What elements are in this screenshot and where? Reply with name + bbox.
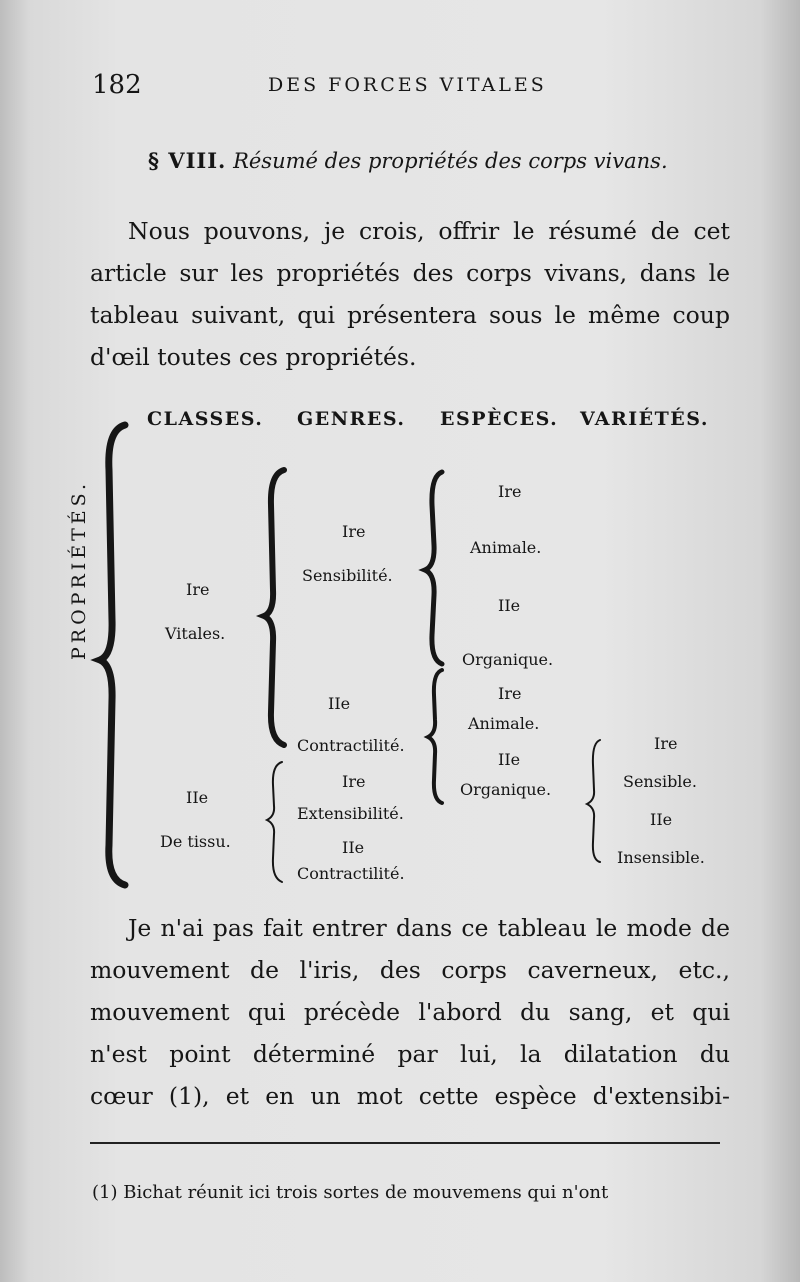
- text-line: cœur (1), et en un mot cette espèce d'extensibi-: [90, 1082, 730, 1110]
- text-line: n'est point déterminé par lui, la dilatation du: [90, 1040, 730, 1068]
- brace-contractilite: [428, 670, 442, 803]
- variete-ordinal: Ire: [654, 734, 678, 753]
- espece-name: Organique.: [460, 780, 552, 799]
- text-line: mouvement de l'iris, des corps caverneux, etc.,: [90, 956, 730, 984]
- text-line: Je n'ai pas fait entrer dans ce tableau le mode de: [128, 914, 730, 942]
- text-line: mouvement qui précède l'abord du sang, et qui: [90, 998, 730, 1026]
- genre-ordinal: Ire: [342, 772, 366, 791]
- side-label-proprietes: PROPRIÉTÉS.: [68, 479, 90, 660]
- section-title: Résumé des propriétés des corps vivans.: [233, 149, 668, 173]
- genre-name: Contractilité.: [297, 864, 405, 883]
- espece-name: Animale.: [470, 538, 542, 557]
- brace-organique: [587, 740, 600, 862]
- text-line: tableau suivant, qui présentera sous le même coup: [90, 301, 730, 329]
- footnote-rule: [90, 1142, 720, 1144]
- genre-name: Extensibilité.: [297, 804, 404, 823]
- brace-vitales: [264, 470, 284, 745]
- header-classes: CLASSES.: [147, 408, 264, 430]
- variete-name: Sensible.: [623, 772, 697, 791]
- genre-ordinal: IIe: [342, 838, 365, 857]
- footnote: (1) Bichat réunit ici trois sortes de mouvemens qui n'ont: [92, 1182, 609, 1203]
- class-ordinal: Ire: [186, 580, 210, 599]
- page-number: 182: [92, 70, 142, 100]
- genre-name: Contractilité.: [297, 736, 405, 755]
- espece-name: Organique.: [462, 650, 554, 669]
- brace-tissu: [267, 762, 282, 882]
- class-ordinal: IIe: [186, 788, 209, 807]
- genre-ordinal: Ire: [342, 522, 366, 541]
- text-line: d'œil toutes ces propriétés.: [90, 343, 417, 371]
- header-genres: GENRES.: [297, 408, 406, 430]
- variete-name: Insensible.: [617, 848, 705, 867]
- espece-ordinal: IIe: [498, 750, 521, 769]
- brace-main: [100, 425, 125, 885]
- class-name: De tissu.: [160, 832, 231, 851]
- genre-name: Sensibilité.: [302, 566, 393, 585]
- text-line: article sur les propriétés des corps vivans, dans le: [90, 259, 730, 287]
- section-number: § VIII.: [148, 148, 227, 173]
- espece-ordinal: Ire: [498, 684, 522, 703]
- header-especes: ESPÈCES.: [440, 408, 559, 430]
- espece-ordinal: IIe: [498, 596, 521, 615]
- text-line: Nous pouvons, je crois, offrir le résumé de cet: [128, 217, 730, 245]
- running-title: DES FORCES VITALES: [268, 74, 547, 96]
- header-varietes: VARIÉTÉS.: [580, 408, 709, 430]
- brace-sensibilite: [425, 472, 442, 664]
- body-paragraph: [90, 907, 730, 1117]
- espece-name: Animale.: [468, 714, 540, 733]
- genre-ordinal: IIe: [328, 694, 351, 713]
- espece-ordinal: Ire: [498, 482, 522, 501]
- variete-ordinal: IIe: [650, 810, 673, 829]
- class-name: Vitales.: [165, 624, 226, 643]
